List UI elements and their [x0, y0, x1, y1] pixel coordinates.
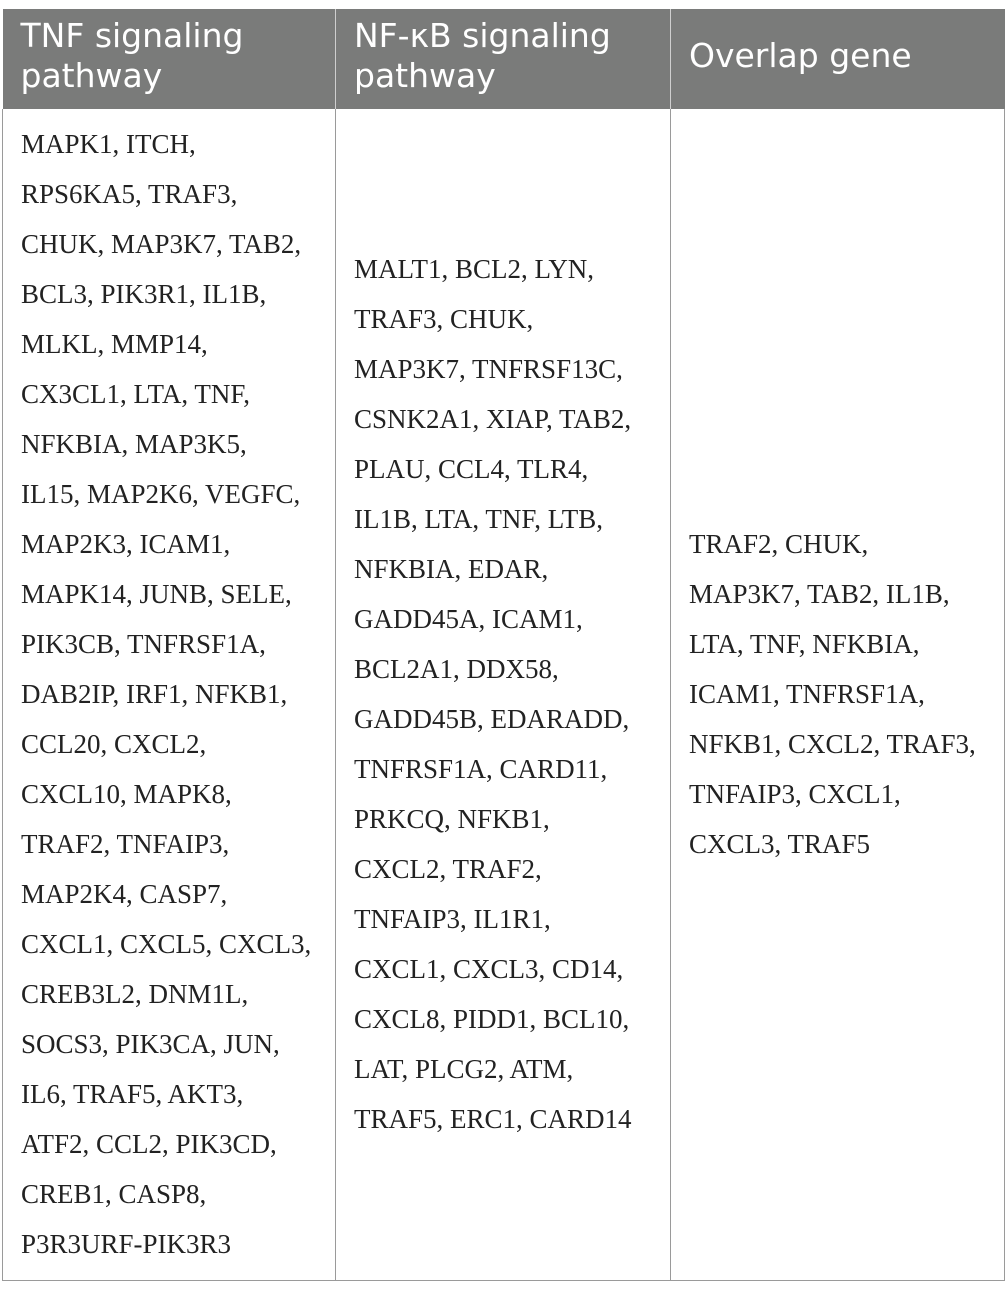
- nfkb-genes-cell: [336, 109, 671, 1281]
- table-header: [3, 9, 1005, 109]
- table-row: [3, 109, 1005, 1281]
- header-nfkb-pathway-label: NF-κB signaling pathway: [354, 16, 611, 95]
- gene-table: [2, 9, 1005, 1281]
- header-nfkb-pathway: [336, 9, 671, 109]
- tnf-genes-cell: [3, 109, 336, 1281]
- header-tnf-pathway: [3, 9, 336, 109]
- header-row: [3, 9, 1005, 109]
- overlap-genes-cell: [671, 109, 1005, 1281]
- header-overlap-gene-label: Overlap gene: [689, 36, 912, 75]
- header-tnf-pathway-label: TNF signaling pathway: [20, 16, 244, 95]
- tnf-gene-list: MAPK1, ITCH, RPS6KA5, TRAF3, CHUK, MAP3K7, TAB2, BCL3, PIK3R1, IL1B, MLKL, MMP14, CX3CL1, LTA, TNF, NFKBIA, MAP3K5, IL15, MAP2K6, VEGFC, MAP2K3, ICAM1, MAPK14, JUNB, SELE, PIK3CB, TNFRSF1A, DAB2IP, IRF1, NFKB1, CCL20, CXCL2, CXCL10, MAPK8, TRAF2, TNFAIP3, MAP2K4, CASP7, CXCL1, CXCL5, CXCL3, CREB3L2, DNM1L, SOCS3, PIK3CA, JUN, IL6, TRAF5, AKT3, ATF2, CCL2, PIK3CD, CREB1, CASP8, P3R3URF-PIK3R3: [21, 128, 312, 1259]
- table-body: [3, 109, 1005, 1281]
- nfkb-gene-list: MALT1, BCL2, LYN, TRAF3, CHUK, MAP3K7, TNFRSF13C, CSNK2A1, XIAP, TAB2, PLAU, CCL4, TLR4, IL1B, LTA, TNF, LTB, NFKBIA, EDAR, GADD45A, ICAM1, BCL2A1, DDX58, GADD45B, EDARADD, TNFRSF1A, CARD11, PRKCQ, NFKB1, CXCL2, TRAF2, TNFAIP3, IL1R1, CXCL1, CXCL3, CD14, CXCL8, PIDD1, BCL10, LAT, PLCG2, ATM, TRAF5, ERC1, CARD14: [354, 253, 632, 1134]
- overlap-gene-list: TRAF2, CHUK, MAP3K7, TAB2, IL1B, LTA, TNF, NFKBIA, ICAM1, TNFRSF1A, NFKB1, CXCL2, TRAF3, TNFAIP3, CXCL1, CXCL3, TRAF5: [689, 528, 976, 859]
- header-overlap-gene: [671, 9, 1005, 109]
